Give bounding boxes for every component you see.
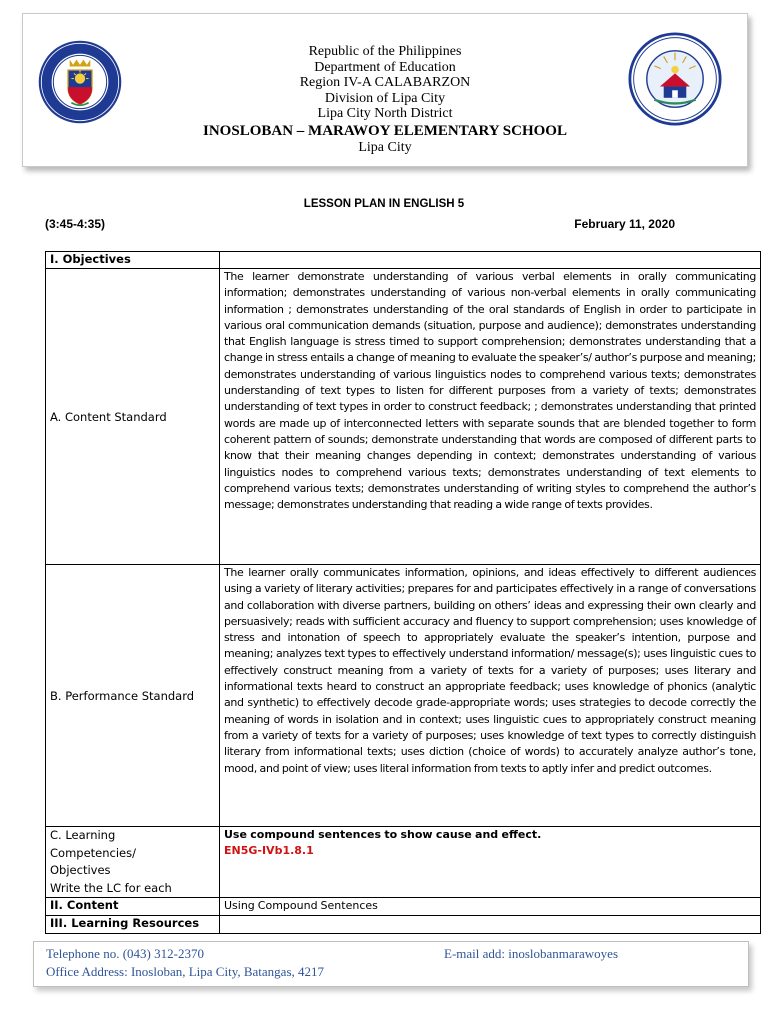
lc-label-line: Competencies/ <box>50 845 136 860</box>
objectives-label: I. Objectives <box>46 252 220 269</box>
objectives-value <box>220 252 761 269</box>
lesson-time: (3:45-4:35) <box>45 217 106 231</box>
learning-resources-value <box>220 916 761 934</box>
lesson-plan-table <box>45 251 761 934</box>
learning-competencies-label <box>46 827 220 898</box>
header-city: Lipa City <box>358 139 412 155</box>
learning-resources-label: III. Learning Resources <box>46 916 220 934</box>
header-line-region: Region IV-A CALABARZON <box>299 75 471 91</box>
table-row-content-standard <box>46 269 761 565</box>
content-label: II. Content <box>46 898 220 916</box>
letterhead <box>22 13 748 167</box>
table-row-objectives <box>46 252 761 269</box>
header-line-division: Division of Lipa City <box>324 90 446 106</box>
table-row-content <box>46 898 761 916</box>
lesson-plan-title: LESSON PLAN IN ENGLISH 5 <box>303 198 465 210</box>
table-row-performance-standard <box>46 565 761 827</box>
header-line-republic: Republic of the Philippines <box>308 44 462 59</box>
table-row-learning-competencies <box>46 827 761 898</box>
school-seal-icon <box>628 32 722 126</box>
lc-label-line: Write the LC for each <box>50 880 172 895</box>
content-standard-value: The learner demonstrate understanding of various verbal elements in orally communicating information; demonstrates understanding of various non-verbal elements in orally communicating information ; demonstrates understanding of the oral standards of English in order to participate in various oral communication demands (situation, purpose and audience); demonstrates understanding that English language is stress timed to support comprehension; demonstrates understanding that a change in stress entails a change of meaning to evaluate the speaker’s/ author’s purpose and meaning; demonstrates understanding of various linguistics nodes to comprehend various texts; demonstrates understanding of text types to listen for different purposes from a variety of texts; demonstrates understanding of text types in order to construct feedback; ; demonstrates understanding that printed words are made up of interconnected letters with separate sounds that are blended together to form coherent pattern of sounds; demonstrate understanding that words are composed of different parts to know that their meaning changes depending in context; demonstrates understanding of various linguistics nodes to comprehend various texts; demonstrates understanding of text elements to comprehend various texts; demonstrates understanding of writing styles to comprehend the author’s message; demonstrates understanding that reading a wide range of texts provides. <box>220 269 761 565</box>
performance-standard-value: The learner orally communicates information, opinions, and ideas effectively to different audiences using a variety of literary activities; prepares for and participates effectively in a range of conversations and collaboration with diverse partners, building on others’ ideas and expressing their own clearly and persuasively; reads with sufficient accuracy and fluency to support comprehension; uses knowledge of stress and intonation of speech to appropriately evaluate the speaker’s intention, purpose and meaning; analyzes text types to effectively understand information/ message(s); uses linguistic cues to effectively construct meaning from a variety of texts for a variety of purposes; uses literary and informational texts heard to construct an appropriate feedback; uses knowledge of phonics (analytic and synthetic) to effectively decode grade-appropriate words; uses strategies to decode correctly the meaning of words in isolation and in context; uses linguistic cues to appropriately construct meaning from a variety of texts for a variety of purposes; uses knowledge of text types to correctly distinguish literary from informational texts; uses diction (choice of words) to accurately analyze author’s tone, mood, and point of view; uses literal information from texts to aptly infer and predict outcomes. <box>220 565 761 827</box>
lesson-date: February 11, 2020 <box>574 217 675 231</box>
table-row-learning-resources <box>46 916 761 934</box>
lc-label-line: Objectives <box>50 863 111 877</box>
lc-label-line: C. Learning <box>50 828 116 842</box>
performance-standard-label: B. Performance Standard <box>46 565 220 827</box>
footer <box>33 941 749 987</box>
header-line-district: Lipa City North District <box>317 106 453 122</box>
footer-address: Office Address: Inosloban, Lipa City, Batangas, 4217 <box>46 964 325 979</box>
footer-email: E-mail add: inoslobanmarawoyes <box>444 946 619 961</box>
learning-competencies-value <box>220 827 761 898</box>
content-standard-label: A. Content Standard <box>46 269 220 565</box>
lc-objective-text: Use compound sentences to show cause and effect. <box>224 828 542 841</box>
content-value: Using Compound Sentences <box>220 898 761 916</box>
school-name: INOSLOBAN – MARAWOY ELEMENTARY SCHOOL <box>203 122 567 139</box>
lc-code: EN5G-IVb1.8.1 <box>224 844 314 858</box>
time-date-row <box>45 217 675 231</box>
header-line-department: Department of Education <box>314 59 456 75</box>
footer-telephone: Telephone no. (043) 312-2370 <box>46 946 204 961</box>
